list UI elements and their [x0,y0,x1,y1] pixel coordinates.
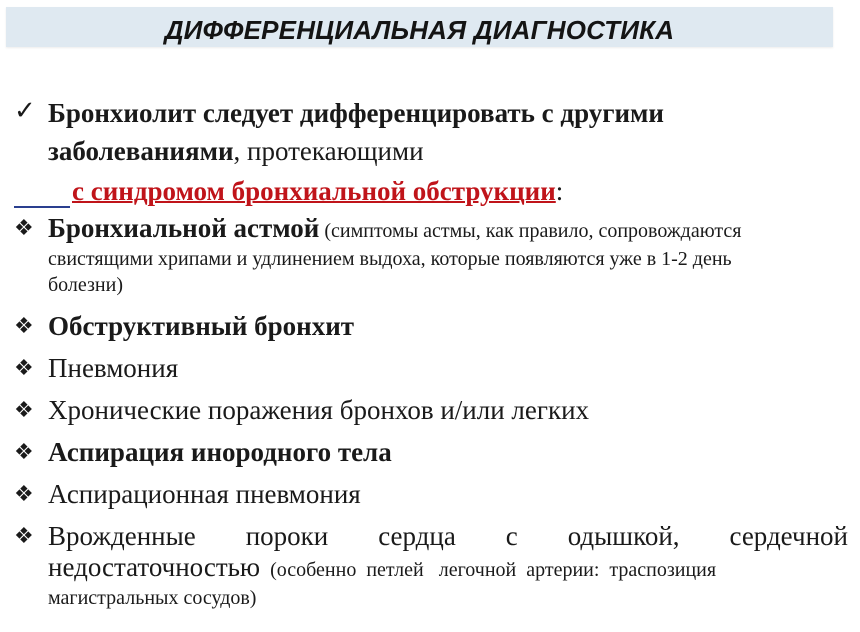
item-title: Пневмония [48,353,179,383]
word: сердца [378,521,456,551]
item-title: Бронхиальной астмой [48,213,320,243]
item-title: Аспирационная пневмония [48,479,361,509]
blue-underline-rule [14,180,70,208]
intro-line-3 [14,174,563,208]
item-note-line-3: болезни) [48,274,123,296]
item-title: Обструктивный бронхит [48,311,355,341]
intro-line-1 [48,96,664,130]
diamond-bullet-icon: ❖ [14,482,34,507]
word: пороки [245,521,329,551]
item-note-line-2: свистящими хрипами и удлинением выдоха, которые появляются уже в 1-2 день [48,248,732,270]
page-title: ДИФФЕРЕНЦИАЛЬНАЯ ДИАГНОСТИКА [164,15,675,45]
word: одышкой, [567,521,680,551]
item-note-line-3: магистральных сосудов) [48,587,257,609]
intro-line-2-bold: заболеваниями [48,136,234,166]
item-line-2 [48,551,848,586]
diamond-bullet-icon: ❖ [14,398,34,423]
intro-line-1-text: Бронхиолит следует дифференцировать с другими [48,98,664,128]
item-main-text: недостаточностью [48,552,261,582]
diamond-bullet-icon: ❖ [14,216,34,241]
item-note: (симптомы астмы, как правило, сопровождаются [319,220,742,242]
item-title: Аспирация инородного тела [48,437,392,467]
item-title: Хронические поражения бронхов и/или легких [48,395,590,425]
diamond-bullet-icon: ❖ [14,524,34,549]
intro-line-2 [48,134,424,168]
item-line-1 [48,521,848,551]
word: Врожденные [48,521,196,551]
diamond-bullet-icon: ❖ [14,356,34,381]
checkmark-icon: ✓ [14,96,36,126]
word: с [505,521,518,551]
title-banner [6,7,833,47]
diamond-bullet-icon: ❖ [14,440,34,465]
diamond-bullet-icon: ❖ [14,314,34,339]
intro-line-2-rest: , протекающими [233,136,424,166]
word: сердечной [729,521,848,551]
item-note: (особенно петлей легочной артерии: траспозиция [260,559,717,581]
intro-colon: : [555,176,564,206]
obstruction-syndrome-text: с синдромом бронхиальной обструкции [72,176,556,206]
